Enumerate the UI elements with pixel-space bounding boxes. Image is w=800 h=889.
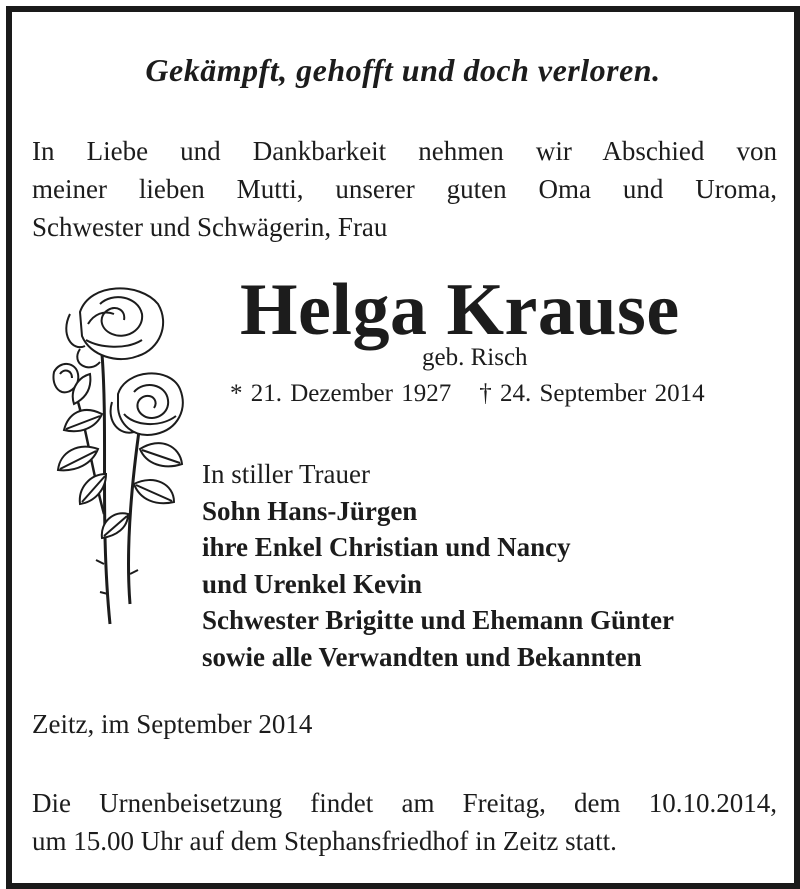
burial-line-1: Die Urnenbeisetzung findet am Freitag, dem 10.10.2014, bbox=[32, 788, 777, 818]
mourner-line: Schwester Brigitte und Ehemann Günter bbox=[202, 605, 675, 635]
mourner-line: Sohn Hans-Jürgen bbox=[202, 495, 418, 526]
mourner-line: und Urenkel Kevin bbox=[202, 568, 423, 599]
intro-line-1: In Liebe und Dankbarkeit nehmen wir Abschied von bbox=[32, 136, 777, 166]
intro-line-2: meiner lieben Mutti, unserer guten Oma und Uroma, bbox=[32, 174, 777, 204]
intro-text bbox=[32, 132, 777, 246]
burial-line-2: um 15.00 Uhr auf dem Stephansfriedhof in Zeitz statt. bbox=[32, 826, 617, 856]
mourners-list bbox=[202, 456, 674, 675]
death-date: † 24. September 2014 bbox=[479, 380, 705, 407]
rose-illustration-icon bbox=[30, 274, 200, 634]
motto-heading: Gekämpft, gehofft und doch verloren. bbox=[145, 52, 661, 88]
deceased-name: Helga Krause bbox=[240, 269, 680, 351]
life-dates bbox=[230, 380, 705, 408]
mourners-heading: In stiller Trauer bbox=[202, 459, 370, 489]
birth-date: * 21. Dezember 1927 bbox=[230, 380, 452, 407]
obituary-notice bbox=[6, 6, 800, 889]
maiden-name: geb. Risch bbox=[422, 344, 528, 371]
mourner-line: sowie alle Verwandten und Bekannten bbox=[202, 641, 642, 672]
burial-notice bbox=[32, 784, 777, 860]
place-date: Zeitz, im September 2014 bbox=[32, 709, 313, 739]
mourner-line: ihre Enkel Christian und Nancy bbox=[202, 532, 571, 562]
intro-line-3: Schwester und Schwägerin, Frau bbox=[32, 212, 388, 242]
